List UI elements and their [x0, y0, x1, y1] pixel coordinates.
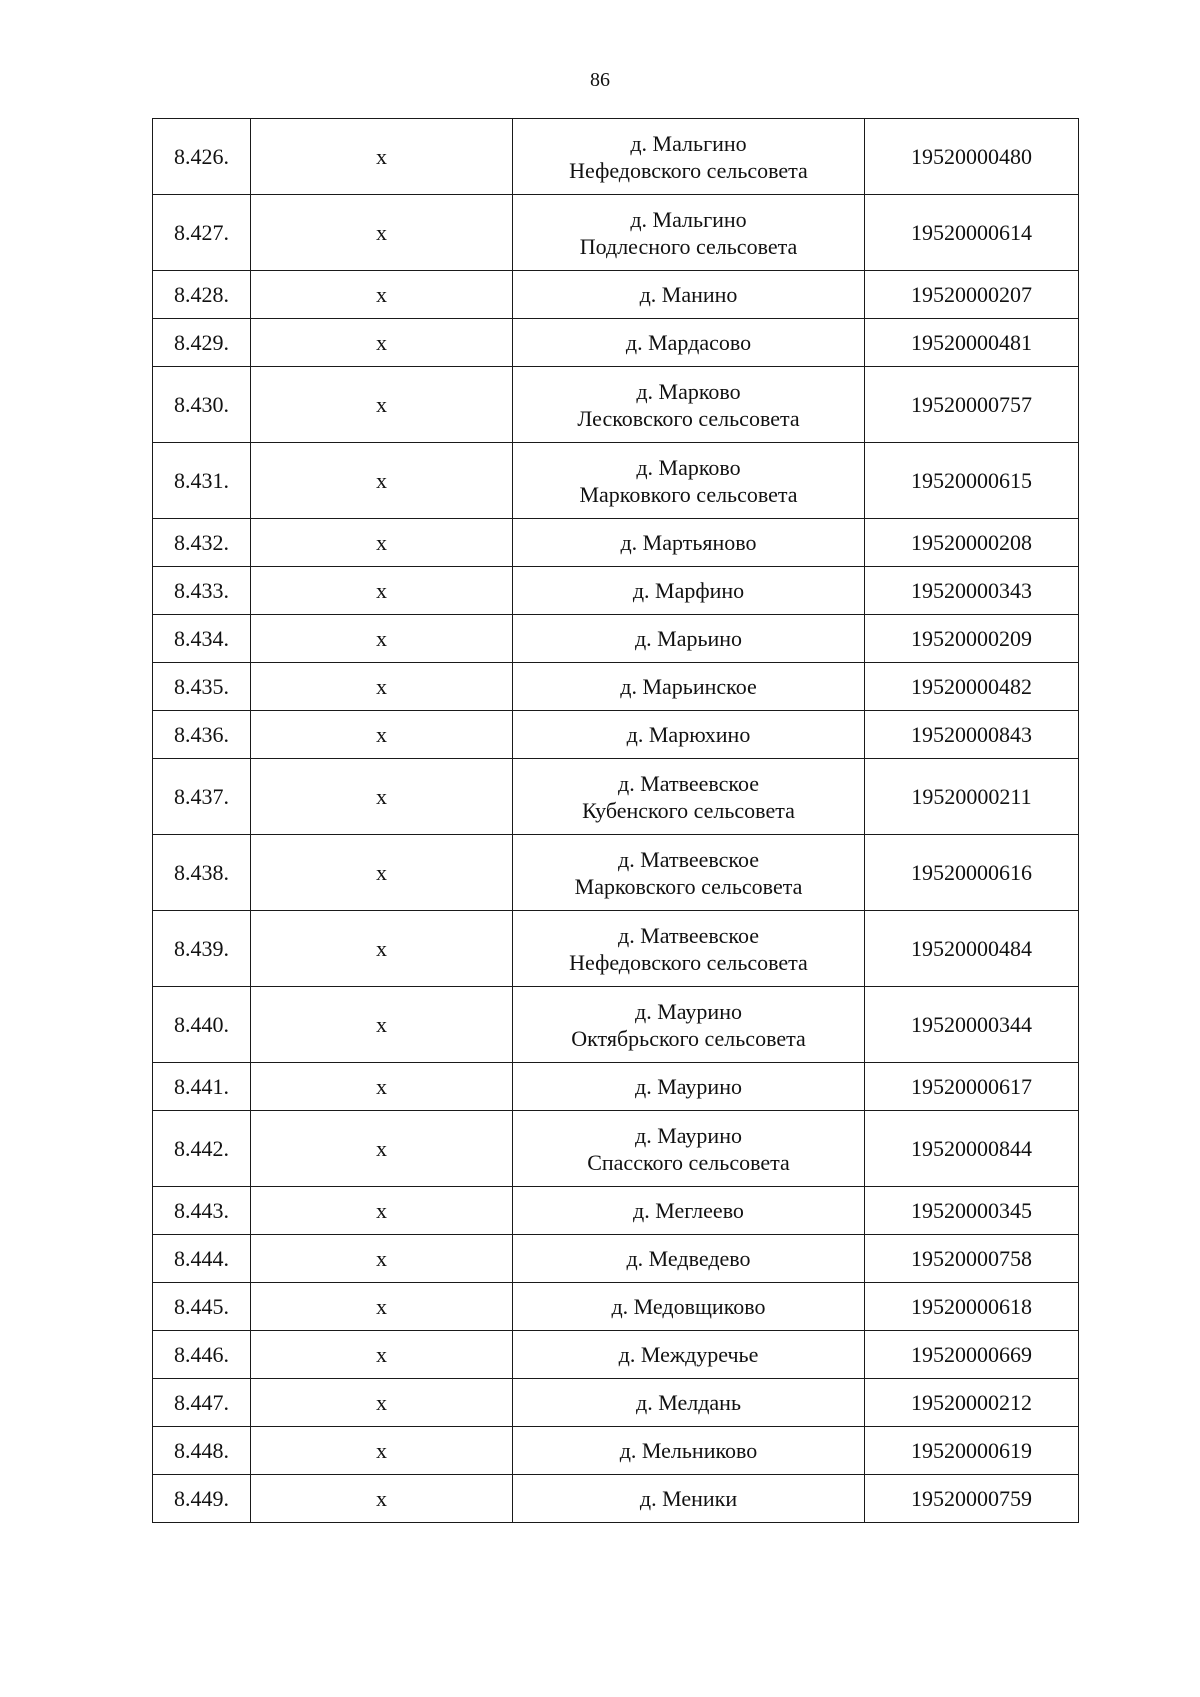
- settlement-code-cell: 19520000758: [865, 1235, 1079, 1283]
- settlement-code-cell: 19520000208: [865, 519, 1079, 567]
- table-row: [153, 987, 1079, 1063]
- settlement-name-cell: [513, 663, 865, 711]
- settlement-name: д. Марково: [636, 454, 741, 480]
- settlement-name: д. Манино: [639, 282, 738, 307]
- table-row: [153, 663, 1079, 711]
- settlement-name-cell: [513, 519, 865, 567]
- settlement-name-cell: [513, 1283, 865, 1331]
- settlement-name: д. Меглеево: [633, 1198, 744, 1223]
- row-mark-cell: х: [251, 987, 513, 1063]
- row-mark-cell: х: [251, 1283, 513, 1331]
- row-number-cell: 8.445.: [153, 1283, 251, 1331]
- settlement-name-cell: [513, 1427, 865, 1475]
- settlement-code-cell: 19520000207: [865, 271, 1079, 319]
- council-name: Марковского сельсовета: [574, 873, 803, 899]
- row-mark-cell: х: [251, 271, 513, 319]
- council-name: Подлесного сельсовета: [579, 233, 798, 259]
- page-number: 86: [590, 69, 610, 91]
- settlement-name-cell: [513, 1063, 865, 1111]
- table-row: [153, 1235, 1079, 1283]
- table-row: [153, 443, 1079, 519]
- settlement-name-cell: [513, 987, 865, 1063]
- settlement-name: д. Матвеевское: [618, 922, 759, 948]
- table-row: [153, 195, 1079, 271]
- row-number-cell: 8.426.: [153, 119, 251, 195]
- table-row: [153, 1427, 1079, 1475]
- settlement-code-cell: 19520000209: [865, 615, 1079, 663]
- table-row: [153, 615, 1079, 663]
- settlement-name-cell: [513, 615, 865, 663]
- settlement-code-cell: 19520000344: [865, 987, 1079, 1063]
- settlement-name-cell: [513, 567, 865, 615]
- table-row: [153, 119, 1079, 195]
- table-row: [153, 567, 1079, 615]
- row-number-cell: 8.449.: [153, 1475, 251, 1523]
- settlement-code-cell: 19520000617: [865, 1063, 1079, 1111]
- settlement-name-cell: [513, 443, 865, 519]
- row-mark-cell: х: [251, 1063, 513, 1111]
- settlement-name: д. Меники: [639, 1486, 738, 1511]
- row-mark-cell: х: [251, 615, 513, 663]
- row-mark-cell: х: [251, 1475, 513, 1523]
- settlement-code-cell: 19520000619: [865, 1427, 1079, 1475]
- row-number-cell: 8.448.: [153, 1427, 251, 1475]
- row-number-cell: 8.439.: [153, 911, 251, 987]
- row-mark-cell: х: [251, 567, 513, 615]
- settlement-code-cell: 19520000759: [865, 1475, 1079, 1523]
- settlement-name: д. Мартьяново: [620, 530, 757, 555]
- row-number-cell: 8.433.: [153, 567, 251, 615]
- table-row: [153, 1379, 1079, 1427]
- settlement-name-cell: [513, 835, 865, 911]
- settlement-name: д. Медовщиково: [611, 1294, 766, 1319]
- row-mark-cell: х: [251, 119, 513, 195]
- row-mark-cell: х: [251, 1187, 513, 1235]
- council-name: Марковкого сельсовета: [579, 481, 798, 507]
- row-number-cell: 8.430.: [153, 367, 251, 443]
- settlement-name-cell: [513, 1187, 865, 1235]
- row-number-cell: 8.444.: [153, 1235, 251, 1283]
- settlement-name-cell: [513, 759, 865, 835]
- table-row: [153, 1283, 1079, 1331]
- settlement-code-cell: 19520000618: [865, 1283, 1079, 1331]
- row-number-cell: 8.441.: [153, 1063, 251, 1111]
- row-number-cell: 8.447.: [153, 1379, 251, 1427]
- settlements-table-body: [153, 119, 1079, 1523]
- settlement-name: д. Маурино: [635, 1122, 742, 1148]
- settlement-code-cell: 19520000212: [865, 1379, 1079, 1427]
- row-mark-cell: х: [251, 759, 513, 835]
- settlement-code-cell: 19520000616: [865, 835, 1079, 911]
- settlement-name-cell: [513, 1111, 865, 1187]
- row-number-cell: 8.432.: [153, 519, 251, 567]
- settlement-name: д. Медведево: [626, 1246, 751, 1271]
- settlement-name-cell: [513, 911, 865, 987]
- table-row: [153, 1111, 1079, 1187]
- table-row: [153, 911, 1079, 987]
- settlement-code-cell: 19520000614: [865, 195, 1079, 271]
- row-mark-cell: х: [251, 1379, 513, 1427]
- row-number-cell: 8.428.: [153, 271, 251, 319]
- settlement-name: д. Матвеевское: [618, 770, 759, 796]
- row-number-cell: 8.431.: [153, 443, 251, 519]
- settlement-name: д. Матвеевское: [618, 846, 759, 872]
- table-row: [153, 759, 1079, 835]
- row-number-cell: 8.442.: [153, 1111, 251, 1187]
- settlement-name: д. Марьино: [634, 626, 743, 651]
- settlements-table: [152, 118, 1079, 1523]
- row-mark-cell: х: [251, 519, 513, 567]
- row-number-cell: 8.446.: [153, 1331, 251, 1379]
- row-mark-cell: х: [251, 1331, 513, 1379]
- settlement-code-cell: 19520000844: [865, 1111, 1079, 1187]
- settlement-name-cell: [513, 195, 865, 271]
- row-mark-cell: х: [251, 1111, 513, 1187]
- settlement-code-cell: 19520000757: [865, 367, 1079, 443]
- settlement-name: д. Маурино: [635, 998, 742, 1024]
- settlement-name-cell: [513, 1235, 865, 1283]
- row-mark-cell: х: [251, 319, 513, 367]
- settlement-code-cell: 19520000843: [865, 711, 1079, 759]
- settlement-name: д. Маурино: [635, 1074, 742, 1099]
- table-row: [153, 1187, 1079, 1235]
- row-number-cell: 8.434.: [153, 615, 251, 663]
- settlement-code-cell: 19520000615: [865, 443, 1079, 519]
- settlement-name-cell: [513, 1379, 865, 1427]
- table-row: [153, 1475, 1079, 1523]
- settlement-name: д. Марьинское: [620, 674, 757, 699]
- row-number-cell: 8.429.: [153, 319, 251, 367]
- settlement-name-cell: [513, 1331, 865, 1379]
- settlement-name-cell: [513, 711, 865, 759]
- settlement-name-cell: [513, 271, 865, 319]
- settlement-name: д. Мальгино: [630, 130, 747, 156]
- settlement-code-cell: 19520000481: [865, 319, 1079, 367]
- council-name: Лесковского сельсовета: [577, 405, 800, 431]
- row-mark-cell: х: [251, 711, 513, 759]
- table-row: [153, 1331, 1079, 1379]
- settlement-code-cell: 19520000211: [865, 759, 1079, 835]
- row-number-cell: 8.435.: [153, 663, 251, 711]
- row-number-cell: 8.436.: [153, 711, 251, 759]
- table-row: [153, 519, 1079, 567]
- settlement-name: д. Марюхино: [626, 722, 751, 747]
- table-row: [153, 1063, 1079, 1111]
- table-row: [153, 835, 1079, 911]
- settlement-name: д. Марфино: [632, 578, 745, 603]
- settlement-code-cell: 19520000345: [865, 1187, 1079, 1235]
- settlement-name: д. Мелдань: [636, 1390, 741, 1415]
- settlement-name-cell: [513, 1475, 865, 1523]
- row-number-cell: 8.438.: [153, 835, 251, 911]
- row-mark-cell: х: [251, 367, 513, 443]
- row-mark-cell: х: [251, 911, 513, 987]
- settlement-code-cell: 19520000343: [865, 567, 1079, 615]
- settlement-name-cell: [513, 319, 865, 367]
- row-number-cell: 8.440.: [153, 987, 251, 1063]
- council-name: Кубенского сельсовета: [582, 797, 795, 823]
- council-name: Нефедовского сельсовета: [569, 157, 808, 183]
- settlement-name: д. Мельниково: [619, 1438, 758, 1463]
- council-name: Октябрьского сельсовета: [571, 1025, 806, 1051]
- settlement-name-cell: [513, 367, 865, 443]
- table-row: [153, 367, 1079, 443]
- settlement-code-cell: 19520000669: [865, 1331, 1079, 1379]
- settlement-name: д. Мальгино: [630, 206, 747, 232]
- settlement-name: д. Мардасово: [625, 330, 752, 355]
- council-name: Спасского сельсовета: [587, 1149, 790, 1175]
- settlement-code-cell: 19520000482: [865, 663, 1079, 711]
- row-mark-cell: х: [251, 663, 513, 711]
- row-number-cell: 8.443.: [153, 1187, 251, 1235]
- row-mark-cell: х: [251, 1235, 513, 1283]
- settlement-code-cell: 19520000484: [865, 911, 1079, 987]
- table-row: [153, 711, 1079, 759]
- row-mark-cell: х: [251, 443, 513, 519]
- row-number-cell: 8.427.: [153, 195, 251, 271]
- settlement-name: д. Междуречье: [618, 1342, 759, 1367]
- table-row: [153, 271, 1079, 319]
- settlement-name: д. Марково: [636, 378, 741, 404]
- council-name: Нефедовского сельсовета: [569, 949, 808, 975]
- row-mark-cell: х: [251, 1427, 513, 1475]
- settlement-name-cell: [513, 119, 865, 195]
- settlement-code-cell: 19520000480: [865, 119, 1079, 195]
- row-mark-cell: х: [251, 195, 513, 271]
- table-row: [153, 319, 1079, 367]
- row-mark-cell: х: [251, 835, 513, 911]
- row-number-cell: 8.437.: [153, 759, 251, 835]
